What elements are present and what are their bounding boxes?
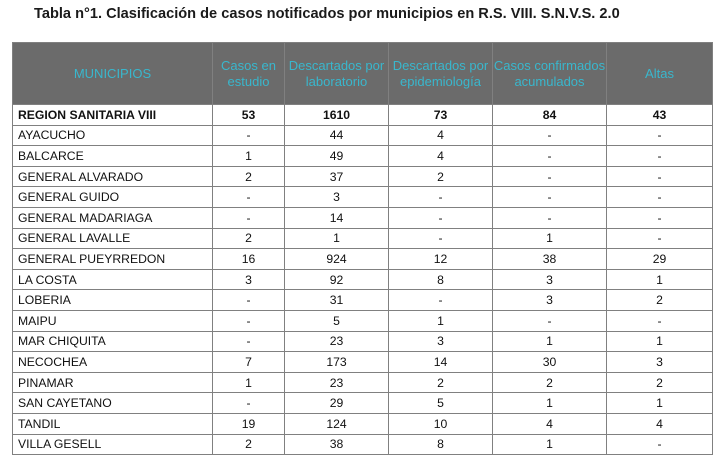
cell-casos-confirmados: 1 (493, 228, 607, 249)
cell-altas: - (607, 434, 713, 455)
cell-altas: - (607, 166, 713, 187)
municipio-name: GENERAL PUEYRREDON (13, 249, 213, 270)
cell-descartados-laboratorio: 29 (285, 393, 389, 414)
cell-descartados-laboratorio: 92 (285, 269, 389, 290)
cell-casos-en-estudio: - (213, 331, 285, 352)
table-row (13, 310, 713, 331)
cell-altas: 29 (607, 249, 713, 270)
cell-descartados-epidemiologia: - (389, 207, 493, 228)
cell-descartados-epidemiologia: 14 (389, 352, 493, 373)
table-row (13, 207, 713, 228)
cell-descartados-laboratorio: 31 (285, 290, 389, 311)
cell-casos-en-estudio: 7 (213, 352, 285, 373)
header-casos-confirmados: Casos confirmados acumulados (493, 43, 607, 105)
region-altas: 43 (607, 105, 713, 126)
table-row (13, 269, 713, 290)
municipio-name: NECOCHEA (13, 352, 213, 373)
region-name: REGION SANITARIA VIII (13, 105, 213, 126)
cell-descartados-epidemiologia: 5 (389, 393, 493, 414)
table-row (13, 372, 713, 393)
cell-descartados-epidemiologia: 8 (389, 434, 493, 455)
table-row (13, 290, 713, 311)
region-total-row (13, 105, 713, 126)
table-row (13, 187, 713, 208)
cell-altas: - (607, 146, 713, 167)
municipio-name: MAIPU (13, 310, 213, 331)
cell-casos-confirmados: 4 (493, 413, 607, 434)
cell-casos-confirmados: 3 (493, 269, 607, 290)
cell-casos-confirmados: 30 (493, 352, 607, 373)
cell-descartados-laboratorio: 173 (285, 352, 389, 373)
cell-casos-en-estudio: - (213, 393, 285, 414)
cell-casos-en-estudio: 16 (213, 249, 285, 270)
table-title: Tabla n°1. Clasificación de casos notificados por municipios en R.S. VIII. S.N.V.S. 2.0 (34, 6, 620, 22)
municipio-name: LOBERIA (13, 290, 213, 311)
cell-descartados-epidemiologia: 12 (389, 249, 493, 270)
municipio-name: AYACUCHO (13, 125, 213, 146)
cell-casos-en-estudio: 19 (213, 413, 285, 434)
cell-altas: 4 (607, 413, 713, 434)
cell-descartados-epidemiologia: - (389, 187, 493, 208)
table-row (13, 249, 713, 270)
cell-casos-confirmados: 3 (493, 290, 607, 311)
municipio-name: MAR CHIQUITA (13, 331, 213, 352)
cell-altas: - (607, 125, 713, 146)
cell-casos-en-estudio: - (213, 290, 285, 311)
cell-casos-en-estudio: - (213, 207, 285, 228)
municipio-name: GENERAL GUIDO (13, 187, 213, 208)
cell-descartados-epidemiologia: - (389, 290, 493, 311)
cell-descartados-epidemiologia: 1 (389, 310, 493, 331)
cell-casos-confirmados: - (493, 310, 607, 331)
cell-descartados-laboratorio: 14 (285, 207, 389, 228)
cell-casos-confirmados: 1 (493, 331, 607, 352)
cell-casos-confirmados: - (493, 125, 607, 146)
cell-descartados-laboratorio: 23 (285, 331, 389, 352)
header-municipios: MUNICIPIOS (13, 43, 213, 105)
cell-casos-en-estudio: 2 (213, 166, 285, 187)
cell-descartados-laboratorio: 124 (285, 413, 389, 434)
cell-descartados-laboratorio: 1 (285, 228, 389, 249)
header-casos-en-estudio: Casos en estudio (213, 43, 285, 105)
header-descartados-laboratorio: Descartados por laboratorio (285, 43, 389, 105)
table-row (13, 393, 713, 414)
cell-casos-confirmados: - (493, 207, 607, 228)
municipio-name: GENERAL MADARIAGA (13, 207, 213, 228)
cell-descartados-laboratorio: 38 (285, 434, 389, 455)
cell-descartados-laboratorio: 44 (285, 125, 389, 146)
cell-casos-confirmados: 2 (493, 372, 607, 393)
cell-descartados-laboratorio: 23 (285, 372, 389, 393)
cell-altas: 2 (607, 290, 713, 311)
table-row (13, 125, 713, 146)
cell-descartados-epidemiologia: 4 (389, 146, 493, 167)
municipio-name: PINAMAR (13, 372, 213, 393)
cases-table (12, 42, 713, 455)
cell-descartados-epidemiologia: 2 (389, 372, 493, 393)
cell-descartados-epidemiologia: 8 (389, 269, 493, 290)
table-row (13, 146, 713, 167)
municipio-name: TANDIL (13, 413, 213, 434)
cell-altas: - (607, 187, 713, 208)
cell-descartados-epidemiologia: 10 (389, 413, 493, 434)
municipio-name: VILLA GESELL (13, 434, 213, 455)
cell-altas: 1 (607, 393, 713, 414)
cell-casos-en-estudio: 1 (213, 372, 285, 393)
cell-altas: 3 (607, 352, 713, 373)
cell-casos-confirmados: 1 (493, 434, 607, 455)
cell-casos-confirmados: 38 (493, 249, 607, 270)
cell-altas: 1 (607, 269, 713, 290)
header-altas: Altas (607, 43, 713, 105)
municipio-name: GENERAL ALVARADO (13, 166, 213, 187)
table-row (13, 166, 713, 187)
municipio-name: LA COSTA (13, 269, 213, 290)
region-casos-en-estudio: 53 (213, 105, 285, 126)
cell-altas: - (607, 207, 713, 228)
cell-casos-en-estudio: - (213, 125, 285, 146)
cell-casos-confirmados: - (493, 187, 607, 208)
cell-casos-confirmados: 1 (493, 393, 607, 414)
cell-casos-en-estudio: 2 (213, 228, 285, 249)
cell-casos-confirmados: - (493, 166, 607, 187)
cell-casos-en-estudio: - (213, 310, 285, 331)
table-row (13, 352, 713, 373)
cell-descartados-laboratorio: 49 (285, 146, 389, 167)
municipio-name: SAN CAYETANO (13, 393, 213, 414)
cell-descartados-epidemiologia: - (389, 228, 493, 249)
cell-casos-confirmados: - (493, 146, 607, 167)
cell-descartados-epidemiologia: 2 (389, 166, 493, 187)
cell-descartados-laboratorio: 924 (285, 249, 389, 270)
cell-descartados-laboratorio: 5 (285, 310, 389, 331)
region-descartados-epidemiologia: 73 (389, 105, 493, 126)
header-row (13, 43, 713, 105)
table-row (13, 434, 713, 455)
cell-descartados-laboratorio: 37 (285, 166, 389, 187)
cell-casos-en-estudio: 2 (213, 434, 285, 455)
cell-descartados-laboratorio: 3 (285, 187, 389, 208)
region-casos-confirmados: 84 (493, 105, 607, 126)
table-row (13, 228, 713, 249)
cell-descartados-epidemiologia: 3 (389, 331, 493, 352)
region-descartados-laboratorio: 1610 (285, 105, 389, 126)
cell-descartados-epidemiologia: 4 (389, 125, 493, 146)
cell-altas: - (607, 228, 713, 249)
cell-casos-en-estudio: 3 (213, 269, 285, 290)
table-row (13, 331, 713, 352)
municipio-name: GENERAL LAVALLE (13, 228, 213, 249)
cell-altas: - (607, 310, 713, 331)
cell-casos-en-estudio: - (213, 187, 285, 208)
header-descartados-epidemiologia: Descartados por epidemiología (389, 43, 493, 105)
municipio-name: BALCARCE (13, 146, 213, 167)
cell-casos-en-estudio: 1 (213, 146, 285, 167)
cell-altas: 2 (607, 372, 713, 393)
cell-altas: 1 (607, 331, 713, 352)
table-row (13, 413, 713, 434)
